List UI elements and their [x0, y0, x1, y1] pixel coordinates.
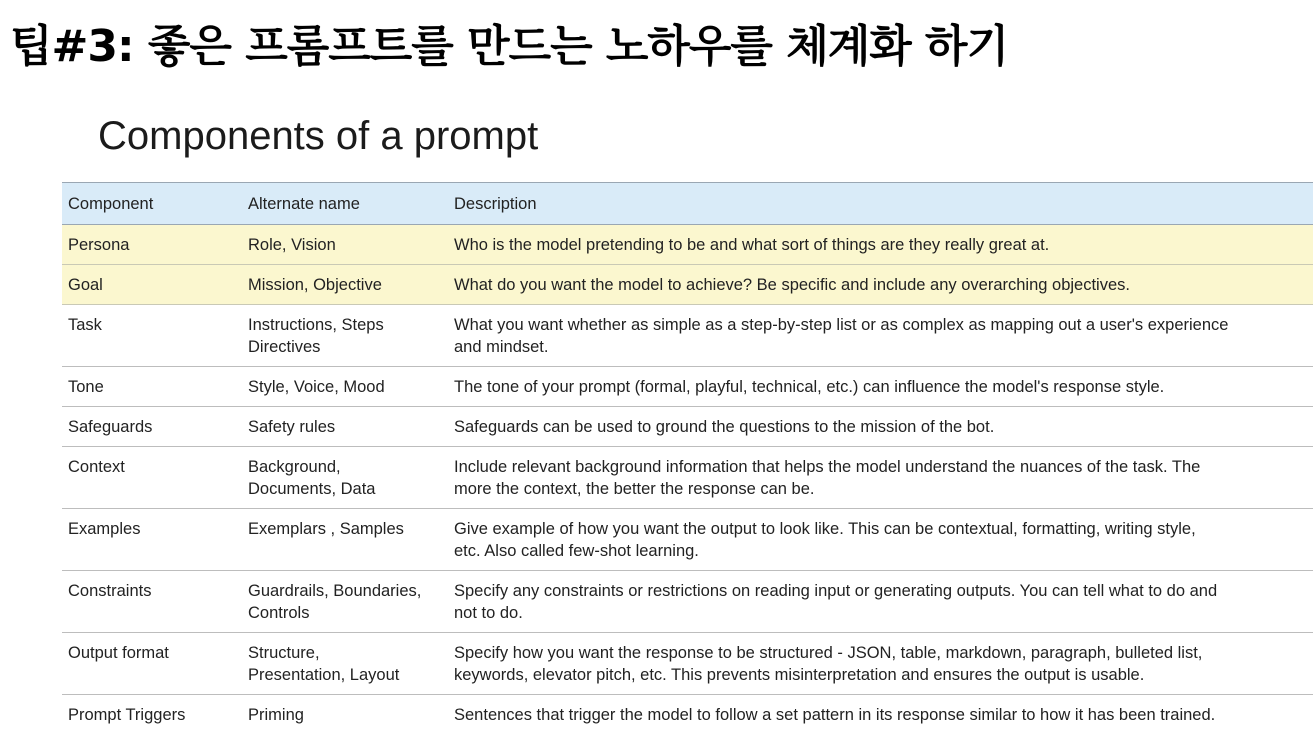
- header-alternate-name: Alternate name: [242, 183, 448, 225]
- page-heading: 팁#3: 좋은 프롬프트를 만드는 노하우를 체계화 하기: [10, 21, 1009, 72]
- description-cell: [448, 225, 1313, 265]
- description-cell: [448, 367, 1313, 407]
- description-line: Specify how you want the response to be structured - JSON, table, markdown, paragraph, bulleted list,: [454, 644, 1203, 662]
- alternate-name-line: Mission, Objective: [248, 276, 382, 294]
- slide: [62, 96, 1313, 730]
- alternate-name-line: Structure,: [248, 644, 320, 662]
- description-line: Specify any constraints or restrictions on reading input or generating outputs. You can tell what to do and: [454, 582, 1218, 600]
- alternate-name-line: Guardrails, Boundaries,: [248, 582, 422, 600]
- alternate-name-cell: [242, 571, 448, 633]
- table-row: [62, 225, 1313, 265]
- description-line: The tone of your prompt (formal, playful, technical, etc.) can influence the model's response style.: [454, 378, 1165, 396]
- alternate-name-cell: [242, 265, 448, 305]
- description-line: Who is the model pretending to be and what sort of things are they really great at.: [454, 236, 1050, 254]
- alternate-name-cell: [242, 633, 448, 695]
- description-line: and mindset.: [454, 338, 549, 356]
- description-cell: [448, 305, 1313, 367]
- alternate-name-line: Background,: [248, 458, 341, 476]
- slide-title: Components of a prompt: [98, 114, 539, 158]
- description-line: Sentences that trigger the model to follow a set pattern in its response similar to how it has been trained.: [454, 706, 1216, 724]
- alternate-name-line: Priming: [248, 706, 304, 724]
- description-line: keywords, elevator pitch, etc. This prevents misinterpretation and ensures the output is usable.: [454, 666, 1145, 684]
- component-cell: Safeguards: [62, 407, 242, 447]
- description-cell: [448, 447, 1313, 509]
- description-line: not to do.: [454, 604, 523, 622]
- alternate-name-line: Directives: [248, 338, 321, 356]
- table-row: [62, 695, 1313, 730]
- description-cell: [448, 633, 1313, 695]
- component-cell: Tone: [62, 367, 242, 407]
- alternate-name-line: Documents, Data: [248, 480, 376, 498]
- description-line: What you want whether as simple as a step-by-step list or as complex as mapping out a user's experience: [454, 316, 1229, 334]
- description-line: more the context, the better the response can be.: [454, 480, 815, 498]
- alternate-name-line: Presentation, Layout: [248, 666, 400, 684]
- description-line: etc. Also called few-shot learning.: [454, 542, 699, 560]
- alternate-name-line: Safety rules: [248, 418, 336, 436]
- description-cell: [448, 265, 1313, 305]
- table-header-row: [62, 183, 1313, 225]
- description-line: What do you want the model to achieve? Be specific and include any overarching objectives.: [454, 276, 1130, 294]
- description-cell: [448, 509, 1313, 571]
- alternate-name-line: Exemplars , Samples: [248, 520, 404, 538]
- alternate-name-cell: [242, 407, 448, 447]
- table-body: [62, 225, 1313, 730]
- table-row: [62, 367, 1313, 407]
- component-cell: Persona: [62, 225, 242, 265]
- description-cell: [448, 571, 1313, 633]
- component-cell: Constraints: [62, 571, 242, 633]
- description-line: Include relevant background information that helps the model understand the nuances of the task. The: [454, 458, 1201, 476]
- alternate-name-line: Style, Voice, Mood: [248, 378, 385, 396]
- component-cell: Goal: [62, 265, 242, 305]
- component-cell: Examples: [62, 509, 242, 571]
- component-cell: Output format: [62, 633, 242, 695]
- description-line: Give example of how you want the output to look like. This can be contextual, formatting, writing style,: [454, 520, 1196, 538]
- alternate-name-cell: [242, 509, 448, 571]
- table-row: [62, 633, 1313, 695]
- description-line: Safeguards can be used to ground the questions to the mission of the bot.: [454, 418, 995, 436]
- table-row: [62, 265, 1313, 305]
- alternate-name-line: Controls: [248, 604, 310, 622]
- table-row: [62, 305, 1313, 367]
- component-cell: Prompt Triggers: [62, 695, 242, 730]
- table-row: [62, 509, 1313, 571]
- component-cell: Task: [62, 305, 242, 367]
- header-description: Description: [448, 183, 1313, 225]
- alternate-name-cell: [242, 447, 448, 509]
- alternate-name-cell: [242, 695, 448, 730]
- table-row: [62, 447, 1313, 509]
- components-table: [62, 182, 1313, 730]
- alternate-name-cell: [242, 305, 448, 367]
- alternate-name-line: Role, Vision: [248, 236, 336, 254]
- table-row: [62, 407, 1313, 447]
- component-cell: Context: [62, 447, 242, 509]
- description-cell: [448, 695, 1313, 730]
- alternate-name-cell: [242, 225, 448, 265]
- alternate-name-line: Instructions, Steps: [248, 316, 384, 334]
- alternate-name-cell: [242, 367, 448, 407]
- description-cell: [448, 407, 1313, 447]
- table-row: [62, 571, 1313, 633]
- header-component: Component: [62, 183, 242, 225]
